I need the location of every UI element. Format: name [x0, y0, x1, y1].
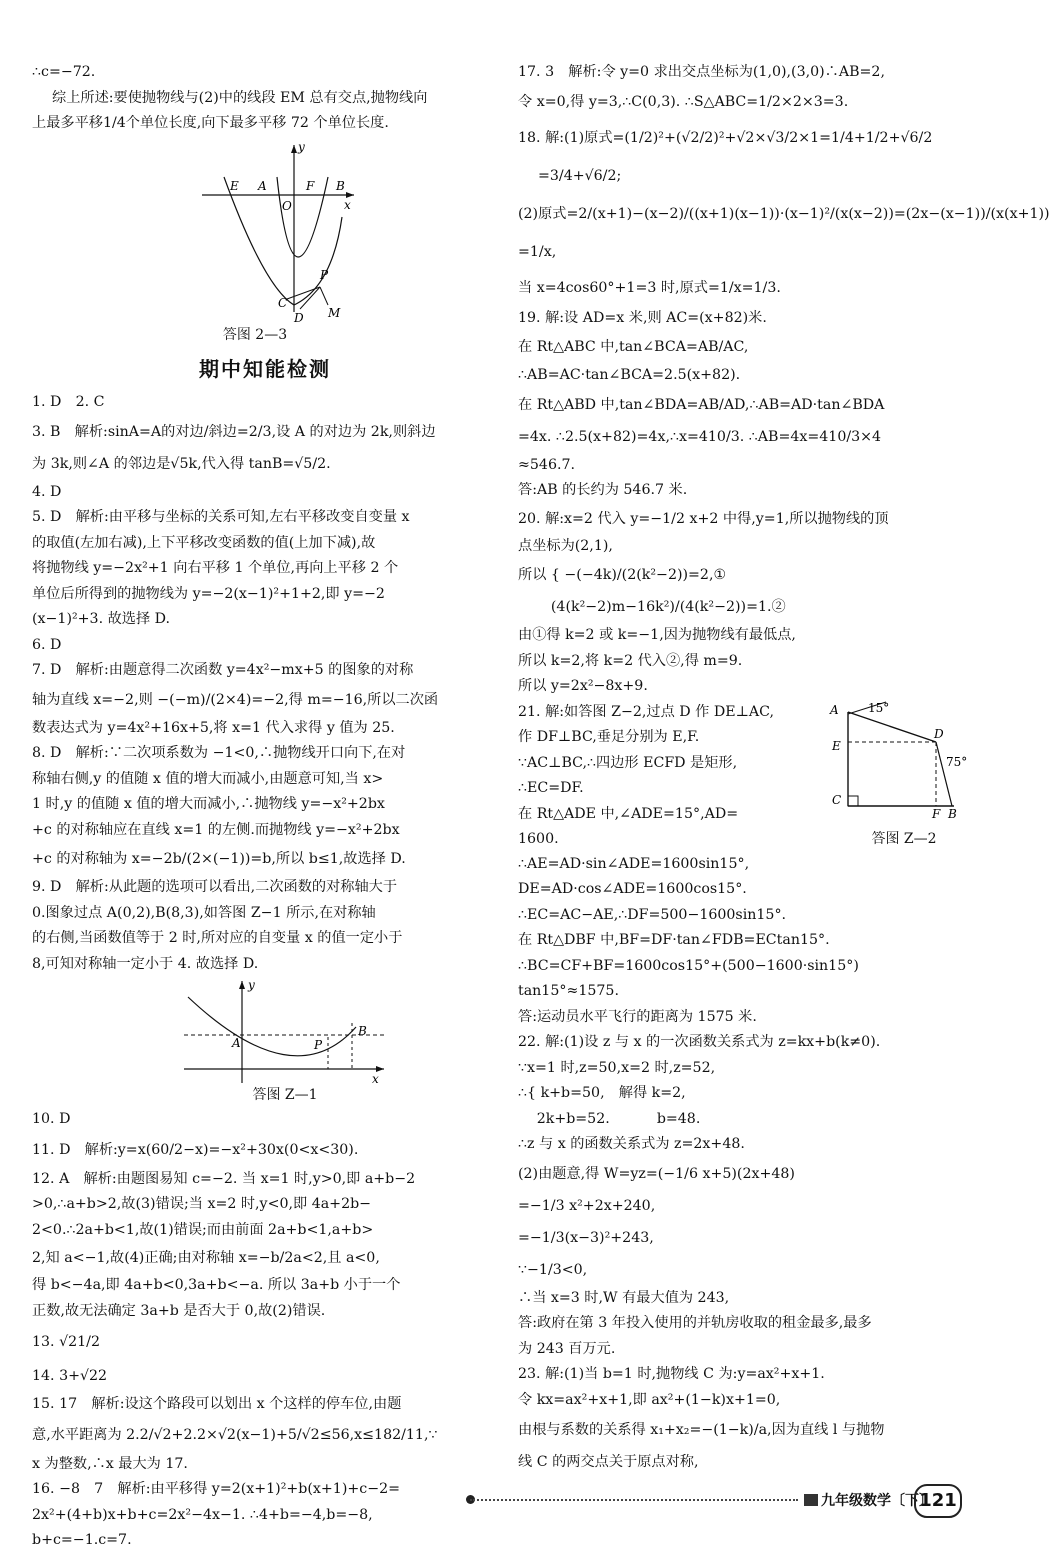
text-line: 综上所述:要使抛物线与(2)中的线段 EM 总有交点,抛物线向 [52, 89, 428, 106]
text-line: 2,知 a<−1,故(4)正确;由对称轴 x=−b/2a<2,且 a<0, [32, 1250, 380, 1266]
fig-label: P [320, 267, 329, 282]
text-line: 1 时,y 的值随 x 值的增大而减小,∴抛物线 y=−x²+2bx [32, 796, 385, 812]
text-line: ∵x=1 时,z=50,x=2 时,z=52, [518, 1059, 716, 1076]
text-line: >0,∴a+b>2,故(3)错误;当 x=2 时,y<0,即 4a+2b− [32, 1196, 372, 1212]
text-line: 在 Rt△ABC 中,tan∠BCA=AB/AC, [518, 339, 749, 355]
text-line: 的右侧,当函数值等于 2 时,所对应的自变量 x 的值一定小于 [32, 930, 403, 946]
text-line: =4x. ∴2.5(x+82)=4x,∴x=410/3. ∴AB=4x=410/3×4 [518, 428, 882, 445]
parabola-diagram-z1 [32, 977, 498, 1085]
text-line: 上最多平移1/4个单位长度,向下最多平移 72 个单位长度. [32, 115, 389, 131]
figure-2-3 [32, 137, 498, 347]
text-line: 5. D 解析:由平移与坐标的关系可知,左右平移改变自变量 x [32, 509, 410, 525]
text-line: =−1/3(x−3)²+243, [518, 1229, 654, 1246]
fig-label: B [948, 806, 957, 821]
text-line: 15. 17 解析:设这个路段可以划出 x 个这样的停车位,由题 [32, 1396, 402, 1412]
text-line: 16. −8 7 解析:由平移得 y=2(x+1)²+b(x+1)+c−2= [32, 1481, 400, 1497]
text-line: 2<0.∴2a+b<1,故(1)错误;而由前面 2a+b<1,a+b> [32, 1221, 374, 1238]
text-line: ≈546.7. [518, 456, 576, 473]
text-line: 7. D 解析:由题意得二次函数 y=4x²−mx+5 的图象的对称 [32, 662, 414, 678]
text-line: tan15°≈1575. [518, 983, 619, 999]
text-line: 答:运动员水平飞行的距离为 1575 米. [518, 1008, 757, 1025]
fig-label: B [336, 178, 345, 193]
text-line: 14. 3+√22 [32, 1368, 108, 1384]
fig-label: y [298, 139, 305, 154]
fig-label: C [278, 295, 288, 310]
parabola-diagram [32, 137, 498, 325]
text-line: =3/4+√6/2; [538, 167, 622, 184]
text-line: 答:政府在第 3 年投入使用的并轨房收取的租金最多,最多 [518, 1315, 872, 1331]
text-line: 4. D [32, 483, 62, 500]
text-line: 单位后所得到的抛物线为 y=−2(x−1)²+1+2,即 y=−2 [32, 585, 385, 602]
text-line: 称轴右侧,y 的值随 x 值的增大而减小,由题意可知,当 x> [32, 770, 384, 787]
footer-label: 九年级数学〔下〕 [821, 1493, 933, 1509]
figure-caption: 答图 Z—2 [871, 831, 937, 847]
text-line: 答:AB 的长约为 546.7 米. [518, 482, 688, 498]
text-line: 8,可知对称轴一定小于 4. 故选择 D. [32, 955, 259, 972]
text-line: 6. D [32, 636, 62, 653]
text-line: 线 C 的两交点关于原点对称, [518, 1454, 699, 1470]
text-line: 的取值(左加右减),上下平移改变函数的值(上加下减),故 [32, 534, 376, 551]
text-line: 由根与系数的关系得 x₁+x₂=−(1−k)/a,因为直线 l 与抛物 [518, 1422, 885, 1438]
text-line: 得 b<−4a,即 4a+b<0,3a+b<−a. 所以 3a+b 小于一个 [32, 1277, 401, 1293]
text-line: 12. A 解析:由题图易知 c=−2. 当 x=1 时,y>0,即 a+b−2 [32, 1170, 416, 1187]
text-line: 正数,故无法确定 3a+b 是否大于 0,故(2)错误. [32, 1302, 326, 1319]
text-line: ∴BC=CF+BF=1600cos15°+(500−1600·sin15°) [518, 957, 859, 974]
text-line: x 为整数,∴x 最大为 17. [32, 1455, 188, 1472]
text-line: 所以 { −(−4k)/(2(k²−2))=2,① [518, 567, 727, 583]
text-line: 为 3k,则∠A 的邻边是√5k,代入得 tanB=√5/2. [32, 455, 331, 472]
text-line: ∴c=−72. [32, 64, 96, 80]
text-line: 17. 3 解析:令 y=0 求出交点坐标为(1,0),(3,0)∴AB=2, [518, 64, 885, 80]
text-line: 数表达式为 y=4x²+16x+5,将 x=1 代入求得 y 值为 25. [32, 719, 395, 736]
text-line: b+c=−1.c=7. [32, 1532, 132, 1548]
text-line: ∴AE=AD·sin∠ADE=1600sin15°, [518, 855, 750, 872]
text-line: 13. √21/2 [32, 1334, 100, 1350]
fig-label: E [230, 178, 239, 193]
text-line: 20. 解:x=2 代入 y=−1/2 x+2 中得,y=1,所以抛物线的顶 [518, 510, 889, 527]
text-line: 9. D 解析:从此题的选项可以看出,二次函数的对称轴大于 [32, 879, 398, 895]
fig-label: x [344, 197, 351, 212]
text-line: +c 的对称轴应在直线 x=1 的左侧.而抛物线 y=−x²+2bx [32, 821, 400, 838]
text-line: 意,水平距离为 2.2/√2+2.2×√2(x−1)+5/√2≤56,x≤182/11,∵ [32, 1426, 438, 1443]
fig-label: x [372, 1072, 379, 1086]
text-line: 18. 解:(1)原式=(1/2)²+(√2/2)²+√2×√3/2×1=1/4+1/2+√6/2 [518, 129, 933, 146]
text-line: 所以 k=2,将 k=2 代入②,得 m=9. [518, 652, 743, 669]
text-line: 令 x=0,得 y=3,∴C(0,3). ∴S△ABC=1/2×2×3=3. [518, 93, 849, 110]
text-line: ∴z 与 x 的函数关系式为 z=2x+48. [518, 1136, 745, 1152]
fig-label: A [258, 178, 267, 193]
text-line: 为 243 百万元. [518, 1340, 616, 1357]
text-line: 所以 y=2x²−8x+9. [518, 678, 648, 694]
text-line: 将抛物线 y=−2x²+1 向右平移 1 个单位,再向上平移 2 个 [32, 560, 399, 576]
text-line: 当 x=4cos60°+1=3 时,原式=1/x=1/3. [518, 279, 781, 296]
text-line: (x−1)²+3. 故选择 D. [32, 611, 171, 627]
text-line: 由①得 k=2 或 k=−1,因为抛物线有最低点, [518, 627, 796, 643]
page-number: 121 [914, 1484, 962, 1518]
text-line: 点坐标为(2,1), [518, 537, 613, 554]
text-line: 21. 解:如答图 Z−2,过点 D 作 DE⊥AC, [518, 703, 775, 720]
text-line: 19. 解:设 AD=x 米,则 AC=(x+82)米. [518, 309, 767, 326]
fig-label: 75° [946, 754, 968, 769]
dotted-leader [470, 1499, 798, 1501]
section-heading: 期中知能检测 [199, 356, 331, 381]
text-line: 在 Rt△ADE 中,∠ADE=15°,AD= [518, 805, 739, 822]
book-icon [804, 1494, 818, 1506]
text-line: ∴当 x=3 时,W 有最大值为 243, [518, 1289, 730, 1306]
fig-label: 15° [868, 700, 890, 715]
text-line: 1. D 2. C [32, 394, 105, 410]
text-line: (2)由题意,得 W=yz=(−1/6 x+5)(2x+48) [518, 1165, 795, 1182]
fig-label: E [832, 738, 841, 753]
fig-label: F [306, 178, 315, 193]
fig-label: D [934, 726, 944, 741]
right-column [518, 60, 1050, 1477]
fig-label: M [328, 305, 341, 320]
fig-label: y [248, 978, 255, 992]
text-line: ∴AB=AC·tan∠BCA=2.5(x+82). [518, 367, 741, 383]
text-line: DE=AD·cos∠ADE=1600cos15°. [518, 881, 747, 897]
text-line: 在 Rt△ABD 中,tan∠BDA=AB/AD,∴AB=AD·tan∠BDA [518, 396, 885, 413]
text-line: 令 kx=ax²+x+1,即 ax²+(1−k)x+1=0, [518, 1391, 781, 1408]
figure-caption: 答图 2—3 [222, 326, 288, 343]
figure-caption: 答图 Z—1 [252, 1087, 318, 1103]
fig-label: B [358, 1024, 367, 1038]
fig-label: O [282, 198, 292, 213]
figure-z-2 [824, 700, 984, 853]
text-line: 23. 解:(1)当 b=1 时,抛物线 C 为:y=ax²+x+1. [518, 1366, 825, 1382]
text-line: (4(k²−2)m−16k²)/(4(k²−2))=1.② [518, 599, 786, 615]
figure-z-1 [32, 977, 498, 1107]
text-line: ∵AC⊥BC,∴四边形 ECFD 是矩形, [518, 754, 738, 771]
text-line: ∵−1/3<0, [518, 1261, 588, 1278]
text-line: 在 Rt△DBF 中,BF=DF·tan∠FDB=ECtan15°. [518, 932, 830, 948]
text-line: 22. 解:(1)设 z 与 x 的一次函数关系式为 z=kx+b(k≠0). [518, 1034, 881, 1050]
fig-label: F [932, 806, 941, 821]
text-line: ∴{ k+b=50, 解得 k=2, [518, 1085, 686, 1101]
text-line: 作 DF⊥BC,垂足分别为 E,F. [518, 729, 700, 745]
fig-label: C [832, 792, 842, 807]
text-line: 10. D [32, 1111, 71, 1127]
text-line: 8. D 解析:∵二次项系数为 −1<0,∴抛物线开口向下,在对 [32, 745, 406, 761]
text-line: (2)原式=2/(x+1)−(x−2)/((x+1)(x−1))·(x−1)²/(x(x−2))=(2x−(x−1))/(x(x+1)) [518, 205, 1050, 222]
text-line: 1600. [518, 831, 559, 847]
text-line: 0.图象过点 A(0,2),B(8,3),如答图 Z−1 所示,在对称轴 [32, 904, 376, 921]
text-line: ∴EC=AC−AE,∴DF=500−1600sin15°. [518, 906, 787, 923]
fig-label: A [232, 1036, 241, 1050]
text-line: 11. D 解析:y=x(60/2−x)=−x²+30x(0<x<30). [32, 1141, 359, 1158]
text-line: 轴为直线 x=−2,则 −(−m)/(2×4)=−2,得 m=−16,所以二次函 [32, 691, 439, 708]
text-line: +c 的对称轴为 x=−2b/(2×(−1))=b,所以 b≤1,故选择 D. [32, 851, 406, 867]
text-line: =1/x, [518, 243, 557, 260]
page-footer [470, 1488, 990, 1512]
fig-label: P [314, 1038, 323, 1052]
text-line: =−1/3 x²+2x+240, [518, 1197, 656, 1214]
fig-label: D [294, 310, 304, 325]
q21-block [518, 700, 986, 852]
text-line: 2k+b=52. b=48. [518, 1110, 701, 1127]
text-line: ∴EC=DF. [518, 780, 584, 796]
fig-label: A [830, 702, 839, 717]
ski-jump-diagram [824, 700, 984, 821]
text-line: 2x²+(4+b)x+b+c=2x²−4x−1. ∴4+b=−4,b=−8, [32, 1506, 373, 1523]
left-column [32, 60, 498, 1554]
text-line: 3. B 解析:sinA=A的对边/斜边=2/3,设 A 的对边为 2k,则斜边 [32, 423, 436, 440]
